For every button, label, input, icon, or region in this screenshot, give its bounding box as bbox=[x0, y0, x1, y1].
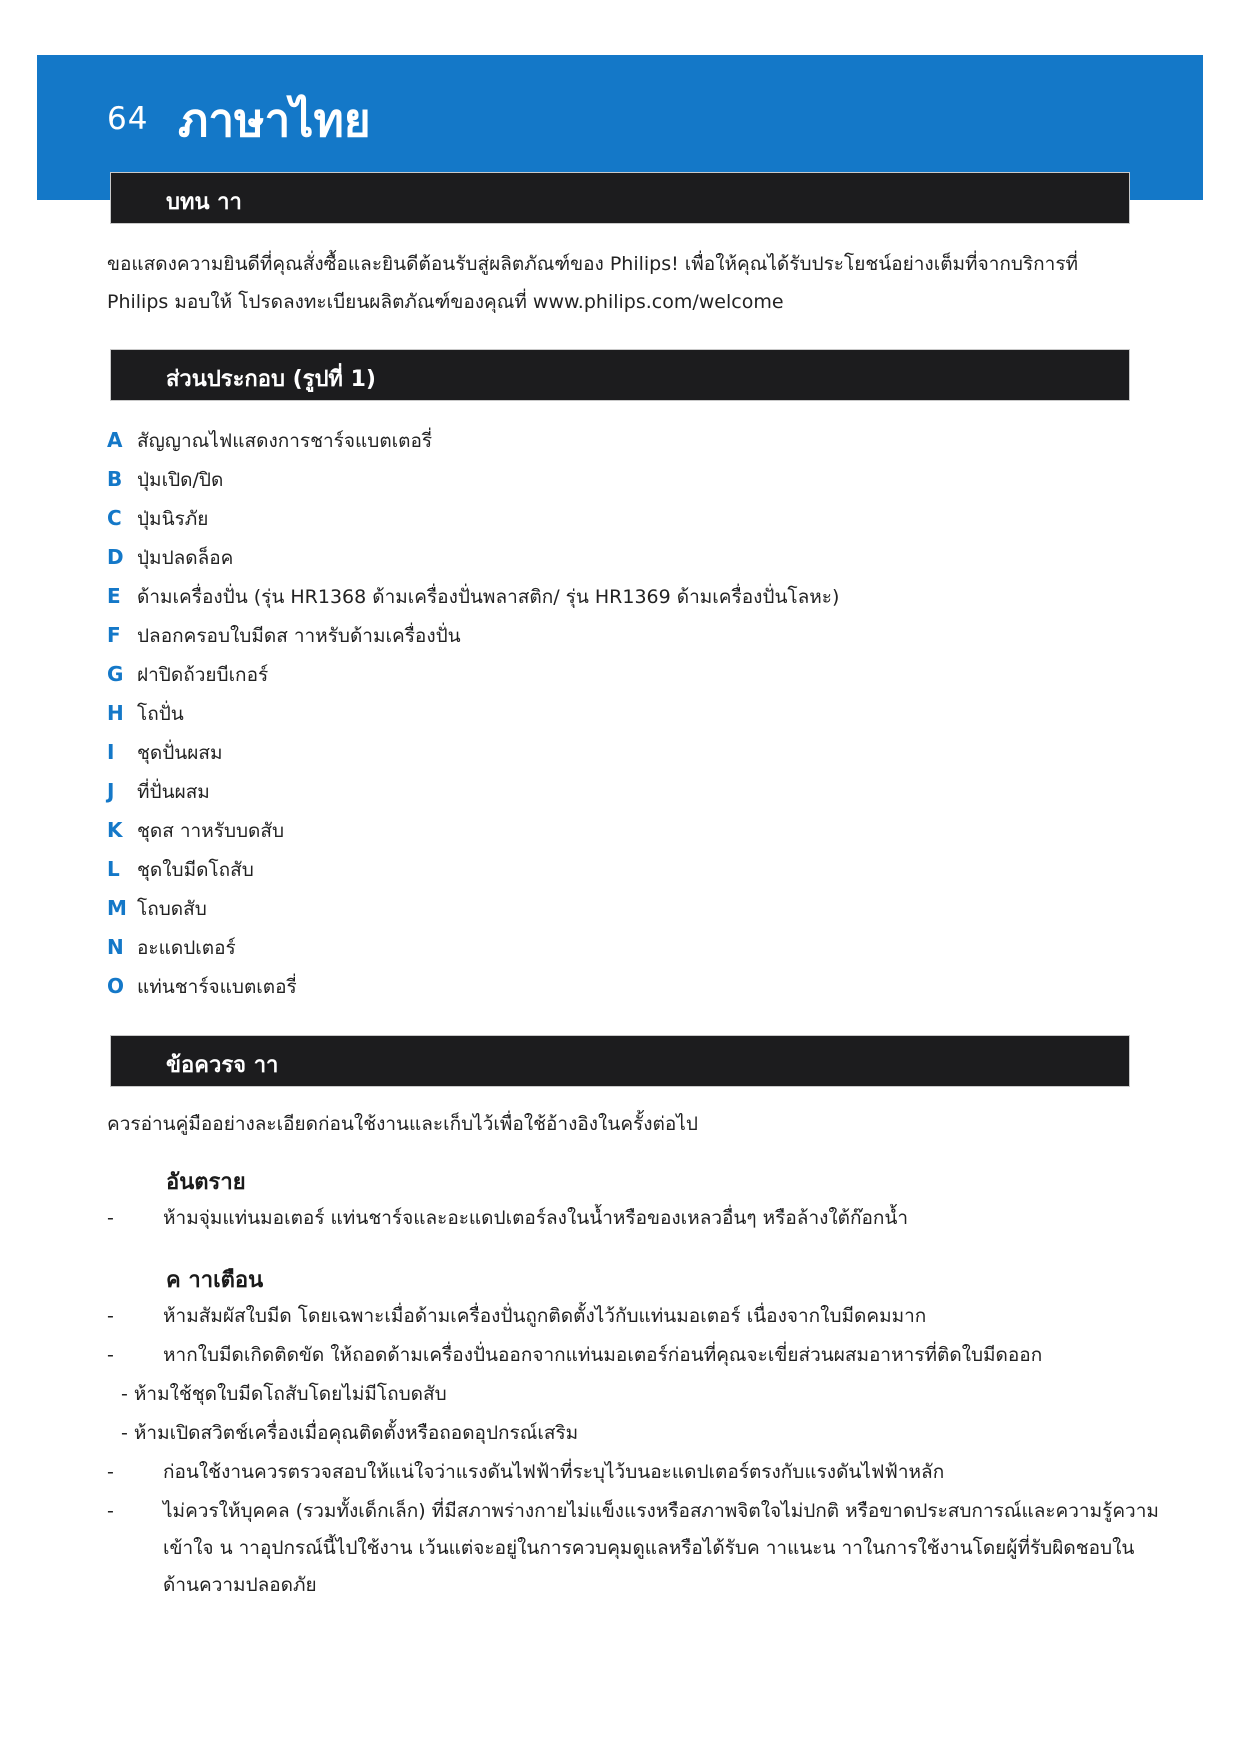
part-letter: C bbox=[107, 506, 122, 530]
list-item bbox=[107, 733, 839, 772]
part-label: ด้ามเครื่องปั่น (รุ่น HR1368 ด้ามเครื่องปั่นพลาสติก/ รุ่น HR1369 ด้ามเครื่องปั่นโลหะ) bbox=[137, 586, 840, 608]
intro-paragraph-line-1: ขอแสดงความยินดีที่คุณสั่งซื้อและยินดีต้อนรับสู่ผลิตภัณฑ์ของ Philips! เพื่อให้คุณได้รับประโยชน์อย่างเต็มที่จากบริการที่ bbox=[107, 253, 1079, 275]
part-letter: H bbox=[107, 701, 124, 725]
part-label: ชุดใบมีดโถสับ bbox=[137, 859, 254, 881]
bullet-dash: - bbox=[107, 1305, 114, 1327]
intro-paragraph-line-2: Philips มอบให้ โปรดลงทะเบียนผลิตภัณฑ์ของคุณที่ www.philips.com/welcome bbox=[107, 291, 784, 313]
warning-item bbox=[107, 1298, 1167, 1335]
part-letter: A bbox=[107, 428, 123, 452]
part-label: ปุ่มเปิด/ปิด bbox=[137, 469, 224, 491]
section-title-important: ข้อควรจ าา bbox=[166, 1053, 279, 1078]
bullet-text: ไม่ควรให้บุคคล (รวมทั้งเด็กเล็ก) ที่มีสภาพร่างกายไม่แข็งแรงหรือสภาพจิตใจไม่ปกติ หรือขาดประสบการณ์และความรู้ความเข้าใจ น าาอุปกรณ์นี้ไปใช้งาน เว้นแต่จะอยู่ในการควบคุมดูแลหรือได้รับค าาแนะน าาในการใช้งานโดยผู้ที่รับผิดชอบในด้านความปลอดภัย bbox=[163, 1500, 1159, 1596]
bullet-text: หากใบมีดเกิดติดขัด ให้ถอดด้ามเครื่องปั่นออกจากแท่นมอเตอร์ก่อนที่คุณจะเขี่ยส่วนผสมอาหารที่ติดใบมีดออก bbox=[163, 1344, 1043, 1366]
list-item bbox=[107, 850, 839, 889]
part-label: สัญญาณไฟแสดงการชาร์จแบตเตอรี่ bbox=[137, 430, 433, 452]
bullet-dash: - bbox=[107, 1461, 114, 1483]
warning-item bbox=[107, 1337, 1167, 1374]
list-item bbox=[107, 421, 839, 460]
warning-item-inline: - ห้ามใช้ชุดใบมีดโถสับโดยไม่มีโถบดสับ bbox=[121, 1383, 447, 1405]
part-label: อะแดปเตอร์ bbox=[137, 937, 236, 959]
danger-item bbox=[107, 1200, 1167, 1237]
part-label: โถปั่น bbox=[137, 703, 184, 725]
list-item bbox=[107, 655, 839, 694]
important-intro: ควรอ่านคู่มืออย่างละเอียดก่อนใช้งานและเก็บไว้เพื่อใช้อ้างอิงในครั้งต่อไป bbox=[107, 1113, 698, 1135]
section-bar-parts bbox=[111, 350, 1129, 400]
part-label: แท่นชาร์จแบตเตอรี่ bbox=[137, 976, 297, 998]
danger-heading: อันตราย bbox=[166, 1170, 246, 1195]
warning-heading: ค าาเตือน bbox=[166, 1268, 264, 1293]
part-label: ปุ่มนิรภัย bbox=[137, 508, 209, 530]
page-number: 64 bbox=[107, 101, 149, 137]
section-bar-introduction bbox=[111, 173, 1129, 223]
part-label: ปลอกครอบใบมีดส าาหรับด้ามเครื่องปั่น bbox=[137, 625, 461, 647]
part-letter: K bbox=[107, 818, 123, 842]
bullet-text: ก่อนใช้งานควรตรวจสอบให้แน่ใจว่าแรงดันไฟฟ้าที่ระบุไว้บนอะแดปเตอร์ตรงกับแรงดันไฟฟ้าหลัก bbox=[163, 1461, 945, 1483]
list-item bbox=[107, 694, 839, 733]
bullet-dash: - bbox=[107, 1344, 114, 1366]
part-letter: D bbox=[107, 545, 124, 569]
list-item bbox=[107, 577, 839, 616]
section-bar-important bbox=[111, 1036, 1129, 1086]
list-item bbox=[107, 928, 839, 967]
part-letter: L bbox=[107, 857, 120, 881]
list-item bbox=[107, 772, 839, 811]
part-label: ชุดปั่นผสม bbox=[137, 742, 223, 764]
list-item bbox=[107, 967, 839, 1006]
list-item bbox=[107, 499, 839, 538]
bullet-text: ห้ามจุ่มแท่นมอเตอร์ แท่นชาร์จและอะแดปเตอร์ลงในน้ำหรือของเหลวอื่นๆ หรือล้างใต้ก๊อกน้ำ bbox=[163, 1207, 909, 1229]
part-letter: F bbox=[107, 623, 121, 647]
part-label: ที่ปั่นผสม bbox=[137, 781, 210, 803]
part-letter: E bbox=[107, 584, 121, 608]
warning-item-inline: - ห้ามเปิดสวิตช์เครื่องเมื่อคุณติดตั้งหรือถอดอุปกรณ์เสริม bbox=[121, 1422, 579, 1444]
part-letter: B bbox=[107, 467, 123, 491]
part-letter: G bbox=[107, 662, 124, 686]
section-title-introduction: บทน าา bbox=[166, 190, 242, 215]
part-label: ฝาปิดถ้วยบีเกอร์ bbox=[137, 664, 269, 686]
bullet-text: ห้ามสัมผัสใบมีด โดยเฉพาะเมื่อด้ามเครื่องปั่นถูกติดตั้งไว้กับแท่นมอเตอร์ เนื่องจากใบมีดคมมาก bbox=[163, 1305, 927, 1327]
warning-item bbox=[107, 1493, 1167, 1604]
list-item bbox=[107, 889, 839, 928]
list-item bbox=[107, 460, 839, 499]
bullet-dash: - bbox=[107, 1500, 114, 1522]
part-label: ปุ่มปลดล็อค bbox=[137, 547, 234, 569]
part-letter: N bbox=[107, 935, 124, 959]
part-label: โถบดสับ bbox=[137, 898, 207, 920]
part-letter: J bbox=[107, 779, 115, 803]
list-item bbox=[107, 538, 839, 577]
part-letter: M bbox=[107, 896, 127, 920]
bullet-dash: - bbox=[107, 1207, 114, 1229]
part-label: ชุดส าาหรับบดสับ bbox=[137, 820, 285, 842]
warning-item bbox=[107, 1454, 1167, 1491]
parts-list bbox=[107, 421, 839, 1006]
section-title-parts: ส่วนประกอบ (รูปที่ 1) bbox=[166, 367, 376, 392]
list-item bbox=[107, 616, 839, 655]
part-letter: O bbox=[107, 974, 125, 998]
part-letter: I bbox=[107, 740, 115, 764]
page-title: ภาษาไทย bbox=[178, 93, 371, 147]
list-item bbox=[107, 811, 839, 850]
